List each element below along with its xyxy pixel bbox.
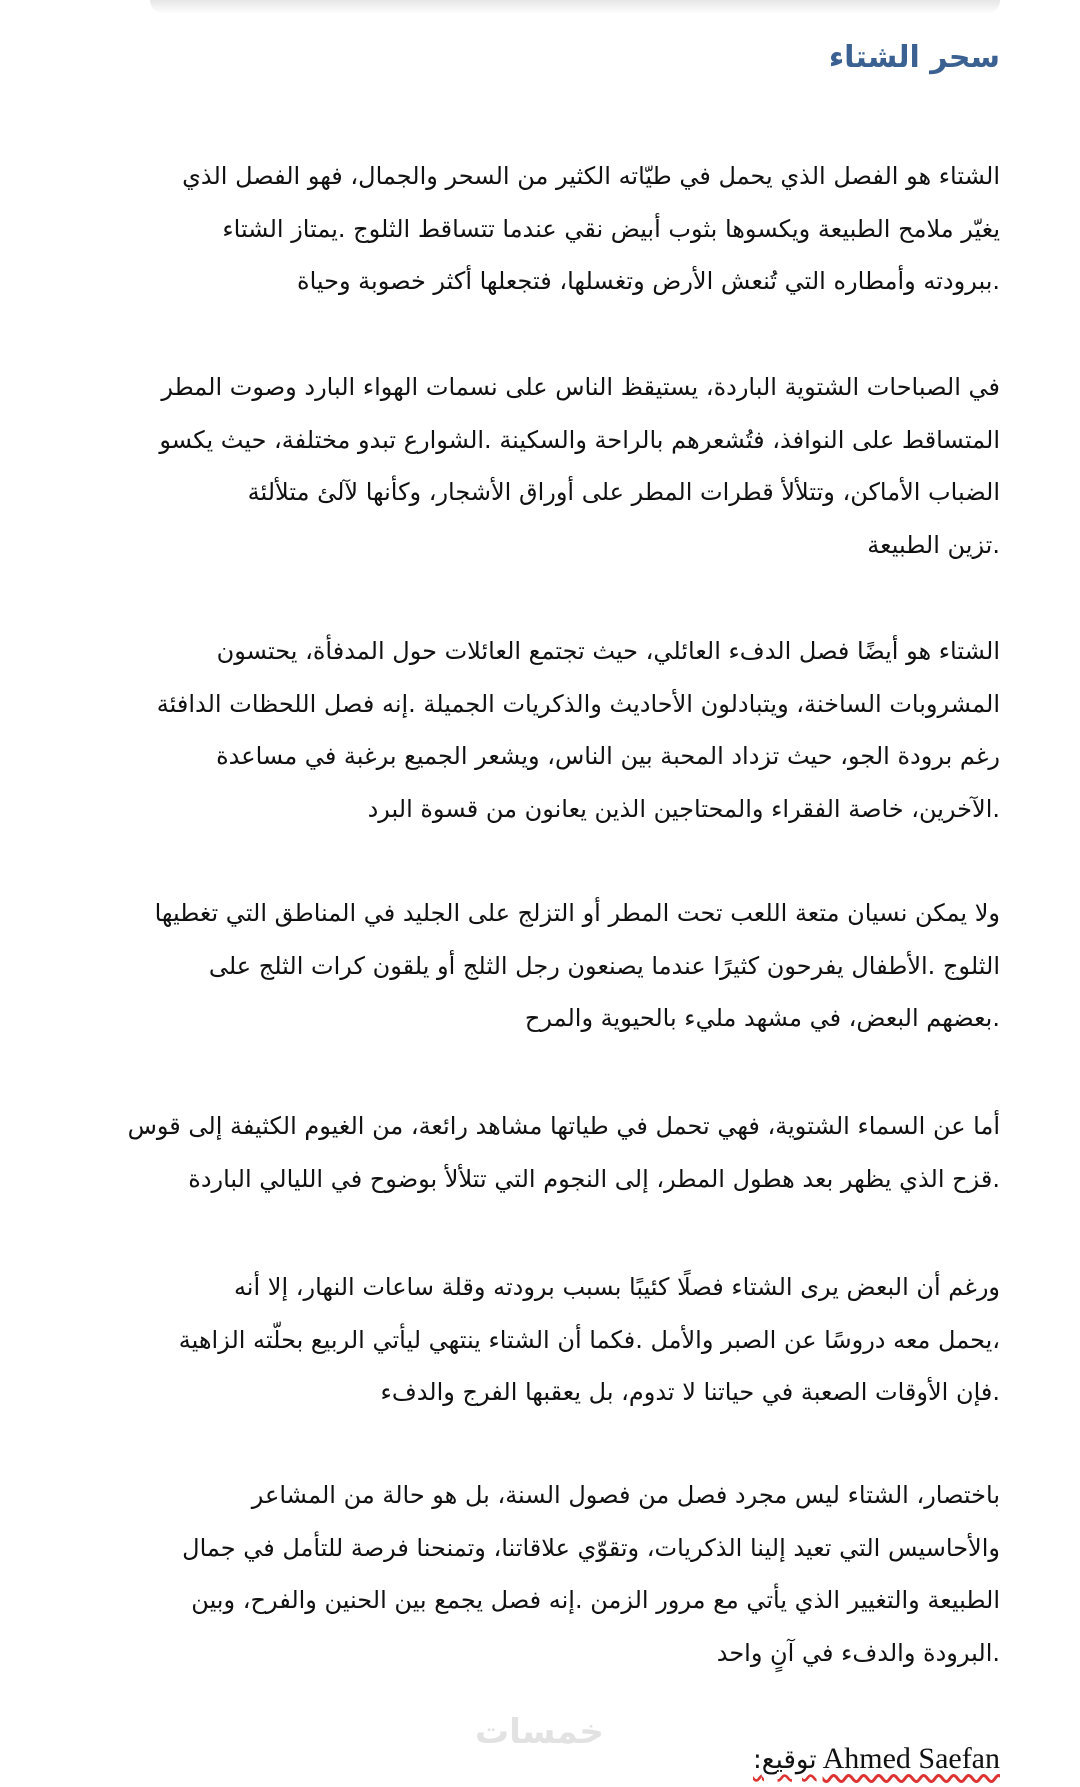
text-line: باختصار، الشتاء ليس مجرد فصل من فصول السنة، بل هو حالة من المشاعر [251, 1481, 1000, 1509]
text-line: الضباب الأماكن، وتتلألأ قطرات المطر على أوراق الأشجار، وكأنها لآلئ متلألئة [247, 478, 1000, 506]
text-line: المتساقط على النوافذ، فتُشعرهم بالراحة والسكينة .الشوارع تبدو مختلفة، حيث يكسو [159, 425, 1000, 454]
watermark-logo: خمسات [475, 1712, 604, 1752]
text-line: .ببرودته وأمطاره التي تُنعش الأرض وتغسلها، فتجعلها أكثر خصوبة وحياة [297, 267, 1000, 295]
signature-name: Ahmed Saefan [822, 1742, 1000, 1775]
text-line: .البرودة والدفء في آنٍ واحد [716, 1638, 1000, 1667]
text-line: الثلوج .الأطفال يفرحون كثيرًا عندما يصنعون رجل الثلج أو يلقون كرات الثلج على [208, 951, 1000, 980]
signature-label: :توقيع [753, 1745, 817, 1775]
paragraph-4 [80, 887, 1000, 1045]
text-line: الشتاء هو أيضًا فصل الدفء العائلي، حيث تجتمع العائلات حول المدفأة، يحتسون [216, 637, 1000, 665]
page-top-shadow [150, 0, 1000, 14]
text-line: الطبيعة والتغيير الذي يأتي مع مرور الزمن .إنه فصل يجمع بين الحنين والفرح، وبين [191, 1586, 1000, 1614]
text-line: ،يحمل معه دروسًا عن الصبر والأمل .فكما أن الشتاء ينتهي ليأتي الربيع بحلّته الزاهية [178, 1325, 1000, 1354]
text-line: الشتاء هو الفصل الذي يحمل في طيّاته الكثير من السحر والجمال، فهو الفصل الذي [182, 162, 1000, 190]
text-line: .بعضهم البعض، في مشهد مليء بالحيوية والمرح [524, 1004, 1000, 1032]
text-line: والأحاسيس التي تعيد إلينا الذكريات، وتقوّي علاقاتنا، وتمنحنا فرصة للتأمل في جمال [182, 1533, 1000, 1562]
text-line: في الصباحات الشتوية الباردة، يستيقظ الناس على نسمات الهواء البارد وصوت المطر [161, 373, 1000, 401]
paragraph-6 [80, 1261, 1000, 1419]
text-line: المشروبات الساخنة، ويتبادلون الأحاديث والذكريات الجميلة .إنه فصل اللحظات الدافئة [156, 689, 1000, 718]
text-line: .الآخرين، خاصة الفقراء والمحتاجين الذين يعانون من قسوة البرد [367, 794, 1000, 823]
text-line: .قزح الذي يظهر بعد هطول المطر، إلى النجوم التي تتلألأ بوضوح في الليالي الباردة [188, 1164, 1000, 1193]
text-line: .تزين الطبيعة [867, 530, 1000, 559]
paragraph-1 [80, 150, 1000, 308]
text-line: رغم برودة الجو، حيث تزداد المحبة بين الناس، ويشعر الجميع برغبة في مساعدة [216, 742, 1000, 770]
paragraph-5 [80, 1100, 1000, 1205]
document-title: سحر الشتاء [828, 40, 1000, 75]
text-line: ولا يمكن نسيان متعة اللعب تحت المطر أو التزلج على الجليد في المناطق التي تغطيها [154, 899, 1000, 927]
text-line: .فإن الأوقات الصعبة في حياتنا لا تدوم، بل يعقبها الفرج والدفء [380, 1378, 1000, 1406]
paragraph-7 [80, 1469, 1000, 1679]
paragraph-2 [80, 361, 1000, 571]
signature [753, 1742, 1000, 1776]
text-line: ورغم أن البعض يرى الشتاء فصلًا كئيبًا بسبب برودته وقلة ساعات النهار، إلا أنه [233, 1273, 1000, 1301]
text-line: أما عن السماء الشتوية، فهي تحمل في طياتها مشاهد رائعة، من الغيوم الكثيفة إلى قوس [127, 1112, 1000, 1140]
text-line: يغيّر ملامح الطبيعة ويكسوها بثوب أبيض نقي عندما تتساقط الثلوج .يمتاز الشتاء [222, 214, 1000, 243]
paragraph-3 [80, 625, 1000, 835]
